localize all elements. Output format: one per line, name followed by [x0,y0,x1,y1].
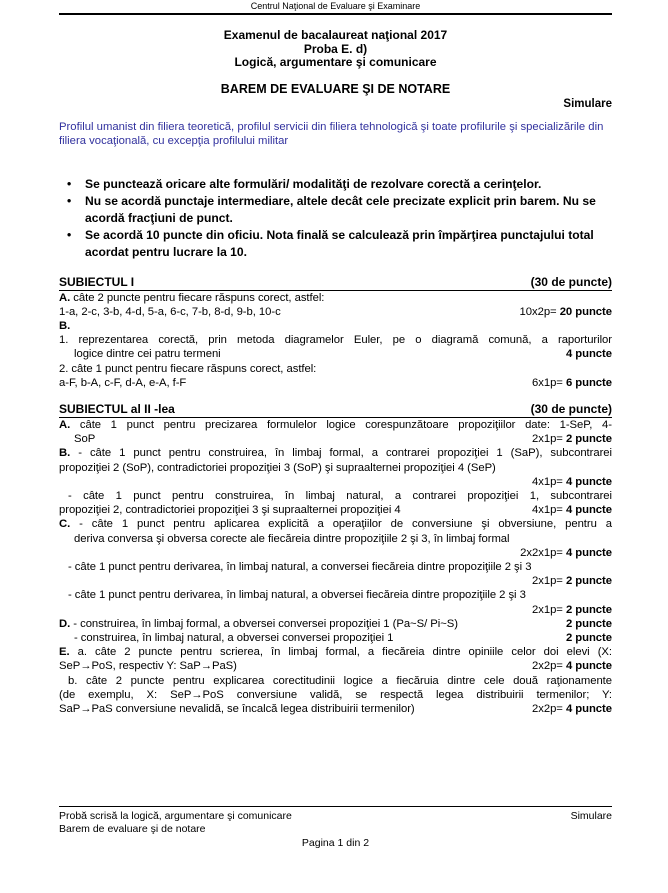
criteria-item [59,227,612,261]
score-line [59,631,612,645]
score-line-text: SoP [74,433,96,446]
section-2 [59,403,612,716]
score-line-text: 1. reprezentarea corectă, prin metoda diagramelor Euler, pe o diagramă comună, a raporturilor [59,334,612,347]
criteria-item [59,193,612,227]
score-line-text: A. câte 1 punct pentru precizarea formulelor logice corespunzătoare propoziţiilor date: 1-SeP, 4- [59,418,612,431]
score-line [59,347,612,361]
score-line-text: C. - câte 1 punct pentru aplicarea explicită a operaţiilor de conversiune şi obversiune, pentru a [59,518,612,531]
score-line-text: A. câte 2 puncte pentru fiecare răspuns corect, astfel: [59,291,325,304]
score-line [59,362,612,376]
score-line [59,645,612,659]
score-line-text: 1-a, 2-c, 3-b, 4-d, 5-a, 6-c, 7-b, 8-d, 9-b, 10-c [59,305,281,318]
score-line [59,674,612,688]
score-line-text: propoziţiei 2, contradictoriei propoziţiei 3 şi supraalternei propoziţiei 4 [59,504,401,517]
score-line [59,702,612,716]
score-line-text: B. - câte 1 punct pentru construirea, în limbaj formal, a contrarei propoziţiei 1 (SaP), subcontrarei [59,447,612,460]
page-number: Pagina 1 din 2 [301,837,370,849]
score-line-text: logice dintre cei patru termeni [74,348,221,361]
exam-title: Examenul de bacalaureat naţional 2017 [223,28,448,42]
score-line [59,588,612,602]
score-line-text: deriva conversa şi obversa corecte ale fiecăreia dintre propoziţiile 2 şi 3, în limbaj formal [74,532,510,545]
score-line [59,333,612,347]
score-line [59,475,612,489]
score-value: 2x2x1p= 4 puncte [520,546,612,559]
score-value: 4x1p= 4 puncte [532,475,612,488]
score-value: 4 puncte [565,348,612,361]
section-points: (30 de puncte) [530,274,612,289]
section-1 [59,276,612,390]
score-line [59,432,612,446]
footer-probe: Probă scrisă la logică, argumentare şi comunicare [59,810,292,822]
criteria-text: Se punctează oricare alte formulări/ modalităţi de rezolvare corectă a cerinţelor. [85,176,542,191]
page-footer [59,806,612,850]
score-line-text: - câte 1 punct pentru construirea, în limbaj natural, a contrarei propoziţiei 1, subcontrarei [68,489,612,502]
score-line [59,546,612,560]
criteria-text: Se acordă 10 puncte din oficiu. Nota finală se calculează prin împărţirea punctajului total acordat pentru lucrare la 10. [85,227,594,259]
score-line [59,517,612,531]
bullet-icon: • [67,227,72,242]
score-line [59,376,612,390]
bullet-icon: • [67,176,72,191]
score-line-text: propoziţiei 2 (SoP), contradictoriei propoziţiei 3 (SoP) şi supraalternei propoziţiei 4 (SeP) [59,461,496,474]
bullet-icon: • [67,193,72,208]
criteria-item [59,176,612,193]
score-line-text: - câte 1 punct pentru derivarea, în limbaj natural, a obversei fiecăreia dintre propoziţiile 2 şi 3 [68,589,526,602]
score-value: 2x2p= 4 puncte [532,702,612,715]
score-value: 2x1p= 2 puncte [532,575,612,588]
organization-name: Centrul Naţional de Evaluare şi Examinare [250,1,421,11]
footer-session: Simulare [570,810,612,822]
sections-container [59,276,612,717]
score-line-text: - construirea, în limbaj natural, a obversei conversei propoziţiei 1 [74,631,394,644]
score-line [59,532,612,546]
score-value: 4x1p= 4 puncte [532,504,612,517]
footer-barem: Barem de evaluare şi de notare [59,823,206,835]
score-line [59,319,612,333]
score-value: 2x1p= 2 puncte [532,603,612,616]
score-line [59,418,612,432]
score-line [59,560,612,574]
score-line [59,574,612,588]
score-line-text: b. câte 2 puncte pentru explicarea corectitudinii logice a fiecăruia dintre cele două raţionamente [68,674,612,687]
score-line [59,688,612,702]
footer-row [59,810,612,823]
section-header [59,276,612,291]
header-rule [59,13,612,15]
session-label: Simulare [563,97,612,110]
score-line-text: SaP→PaS conversiune nevalidă, se încalcă legea distribuirii termenilor) [59,702,415,715]
score-value: 10x2p= 20 puncte [519,305,612,318]
general-criteria-list [59,176,612,261]
score-line-text: 2. câte 1 punct pentru fiecare răspuns corect, astfel: [59,362,317,375]
score-line [59,305,612,319]
exam-probe: Proba E. d) [303,41,368,56]
score-line [59,489,612,503]
score-line-text: B. [59,319,71,332]
section-title: SUBIECTUL I [59,274,135,289]
score-line-text: SeP→PoS, respectiv Y: SaP→PaS) [59,660,237,673]
profile-note: Profilul umanist din filiera teoretică, profilul servicii din filiera tehnologică şi toate profilurile şi specializările din filiera vocaţională, cu excepţia profilului militar [59,120,604,147]
score-line [59,659,612,673]
section-header [59,403,612,418]
score-line-text: (de exemplu, X: SeP→PoS conversiune validă, se respectă legea distribuirii termenilor; Y: [59,688,612,701]
score-line-text: a-F, b-A, c-F, d-A, e-A, f-F [59,376,187,389]
section-title: SUBIECTUL al II -lea [59,401,175,416]
score-line-text: - câte 1 punct pentru derivarea, în limbaj natural, a conversei fiecăreia dintre propoziţiile 2 şi 3 [68,560,532,573]
score-line-text: E. a. câte 2 puncte pentru scrierea, în limbaj formal, a fiecăreia dintre opiniile celor doi elevi (X: [59,646,612,659]
score-line [59,503,612,517]
score-value: 2 puncte [565,617,612,630]
score-line [59,617,612,631]
score-line [59,603,612,617]
score-line [59,291,612,305]
score-value: 2x1p= 2 puncte [532,433,612,446]
score-value: 6x1p= 6 puncte [532,376,612,389]
score-line [59,461,612,475]
score-line [59,446,612,460]
title-block [59,29,612,70]
score-value: 2 puncte [565,631,612,644]
exam-subject: Logică, argumentare şi comunicare [234,55,437,69]
score-value: 2x2p= 4 puncte [532,660,612,673]
criteria-text: Nu se acordă punctaje intermediare, altele decât cele precizate explicit prin barem. Nu se acordă fracţiuni de punct. [85,193,596,225]
section-points: (30 de puncte) [530,401,612,416]
barem-title: BAREM DE EVALUARE ŞI DE NOTARE [220,81,451,96]
score-line-text: D. - construirea, în limbaj formal, a obversei conversei propoziţiei 1 (Pa~S/ Pi~S) [59,617,458,630]
